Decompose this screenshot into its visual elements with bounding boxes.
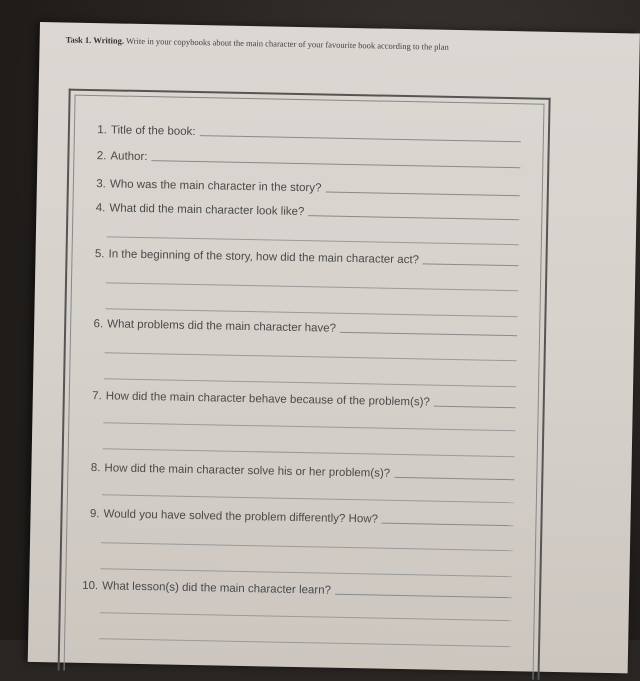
- question-10: [82, 580, 512, 600]
- answer-line[interactable]: [102, 494, 514, 503]
- question-3: [90, 178, 520, 198]
- question-text: How did the main character behave because of the problem(s)?: [105, 390, 430, 409]
- answer-line[interactable]: [335, 593, 512, 598]
- answer-line[interactable]: [101, 568, 513, 577]
- questions-frame: [58, 89, 551, 680]
- question-number: 6.: [93, 318, 104, 331]
- answer-line[interactable]: [382, 522, 514, 527]
- question-number: 2.: [96, 150, 107, 163]
- answer-line[interactable]: [101, 542, 513, 551]
- answer-line[interactable]: [423, 262, 519, 266]
- worksheet-page: [28, 22, 640, 673]
- answer-line[interactable]: [104, 378, 516, 387]
- answer-line[interactable]: [100, 612, 512, 621]
- question-number: 8.: [90, 462, 101, 475]
- question-2: [90, 150, 520, 170]
- question-9: [83, 508, 513, 528]
- answer-line[interactable]: [325, 191, 519, 197]
- question-number: 7.: [92, 390, 102, 403]
- task-instruction: [66, 34, 546, 54]
- answer-line[interactable]: [105, 352, 517, 361]
- question-text: How did the main character solve his or her problem(s)?: [104, 462, 391, 480]
- answer-line[interactable]: [308, 214, 519, 220]
- question-text: What did the main character look like?: [109, 202, 305, 219]
- answer-line[interactable]: [340, 331, 517, 336]
- question-text: What lesson(s) did the main character learn?: [102, 580, 332, 597]
- answer-line[interactable]: [103, 422, 515, 431]
- answer-line[interactable]: [151, 159, 520, 168]
- question-text: Would you have solved the problem differently? How?: [103, 508, 379, 526]
- answer-line[interactable]: [394, 476, 514, 480]
- question-number: 10.: [82, 579, 99, 593]
- question-text: What problems did the main character have?: [107, 318, 337, 335]
- question-number: 4.: [95, 202, 106, 215]
- answer-line[interactable]: [105, 308, 517, 317]
- question-text: In the beginning of the story, how did the main character act?: [108, 248, 420, 267]
- question-6: [87, 318, 517, 338]
- question-8: [84, 462, 514, 482]
- answer-line[interactable]: [199, 134, 520, 142]
- task-text: Write in your copybooks about the main character of your favourite book according to the plan: [125, 35, 449, 52]
- question-text: Who was the main character in the story?: [109, 178, 322, 195]
- question-number: 9.: [89, 508, 100, 521]
- question-5: [88, 248, 518, 268]
- question-number: 1.: [97, 124, 108, 137]
- question-1: [91, 124, 521, 144]
- answer-line[interactable]: [106, 282, 518, 291]
- answer-line[interactable]: [107, 236, 519, 245]
- questions-frame-inner: [64, 95, 545, 680]
- question-7: [86, 390, 516, 410]
- question-number: 5.: [94, 248, 105, 261]
- question-text: Title of the book:: [110, 124, 196, 139]
- question-4: [89, 202, 519, 222]
- question-text: Author:: [110, 150, 148, 164]
- answer-line[interactable]: [434, 405, 516, 409]
- task-label: Task 1. Writing.: [65, 34, 125, 46]
- answer-line[interactable]: [103, 448, 515, 457]
- question-number: 3.: [96, 178, 107, 191]
